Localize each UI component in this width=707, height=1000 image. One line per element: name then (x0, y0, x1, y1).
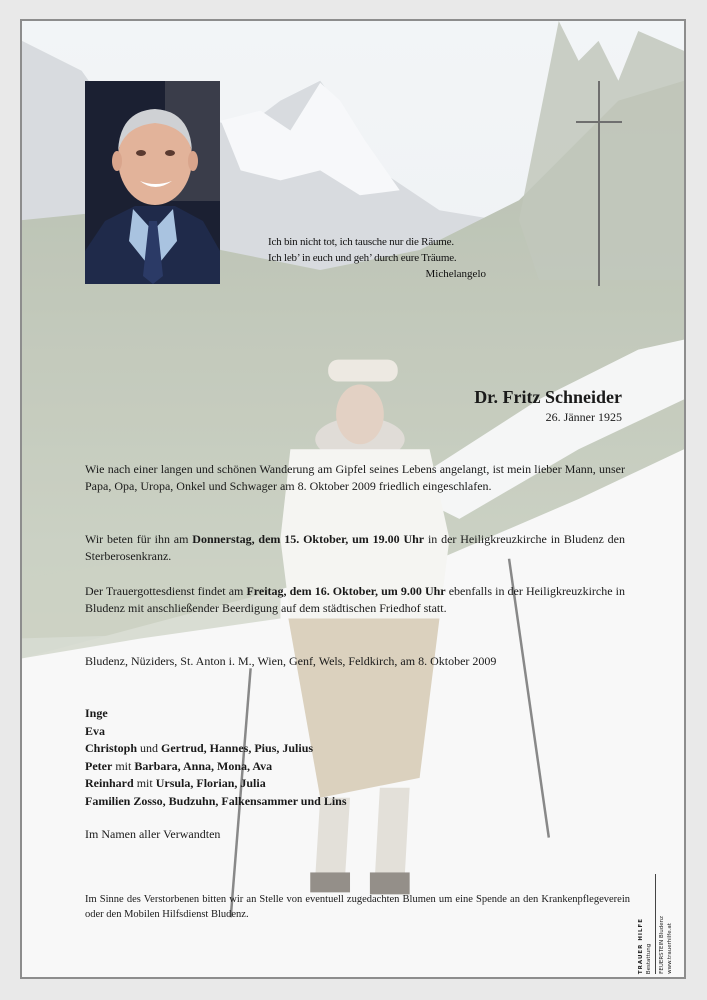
place-date-text: Bludenz, Nüziders, St. Anton i. M., Wien, Genf, Wels, Feldkirch, am 8. Oktober 2009 (85, 654, 497, 668)
funeral-text-post: ebenfalls in der Heiligkreuzkirche in Bludenz mit anschließender Beerdigung auf dem städtischen Friedhof statt. (85, 584, 625, 615)
funeral-date: Freitag, dem 16. Oktober, um 9.00 Uhr (246, 584, 446, 598)
family-connector: mit (133, 776, 156, 790)
announcement-text: Wie nach einer langen und schönen Wanderung am Gipfel seines Lebens angelangt, ist mein lieber Mann, unser Papa, Opa, Uropa, Onkel und Schwager am 8. Oktober 2009 friedlich eingeschlafen. (85, 462, 625, 493)
family-member: Gertrud, Hannes, Pius, Julius (161, 741, 314, 755)
birth-date: 26. Jänner 1925 (545, 410, 622, 424)
funeral-home-branding (637, 869, 686, 974)
family-list (85, 705, 347, 810)
brand-sub: Bestattung (646, 943, 652, 974)
rosary-paragraph (85, 531, 625, 565)
family-member: Inge (85, 706, 108, 720)
family-connector: und (137, 741, 162, 755)
rosary-text-pre: Wir beten für ihn am (85, 532, 193, 546)
quote-author: Michelangelo (425, 268, 486, 280)
brand-company: FEUERSTEIN Bludenz (659, 916, 665, 974)
on-behalf-of-relatives: Im Namen aller Verwandten (85, 827, 221, 841)
family-member: Reinhard (85, 776, 134, 790)
funeral-paragraph (85, 583, 625, 617)
family-member: Peter (85, 758, 113, 773)
portrait-photo (85, 81, 220, 284)
brand-name: TRAUER HILFE (638, 917, 644, 974)
family-member: Eva (85, 723, 106, 738)
family-member: Barbara, Anna, Mona, Ava (134, 758, 273, 773)
cross-icon (574, 81, 624, 286)
announcement-paragraph (85, 461, 625, 495)
funeral-text-pre: Der Trauergottesdienst findet am (85, 584, 247, 598)
family-connector: mit (112, 758, 135, 773)
family-member: Ursula, Florian, Julia (155, 776, 266, 790)
family-member: Christoph (85, 741, 138, 755)
quote-line-1: Ich bin nicht tot, ich tausche nur die Räume. (268, 236, 454, 248)
memorial-quote (268, 234, 508, 282)
deceased-name: Dr. Fritz Schneider (474, 387, 622, 407)
brand-website: www.trauerhilfe.at (667, 923, 673, 974)
quote-line-2: Ich leb’ in euch und geh’ durch eure Träume. (268, 252, 457, 264)
family-member: Familien Zosso, Budzuhn, Falkensammer und Lins (85, 793, 347, 808)
place-date (85, 653, 625, 670)
obituary-sheet (20, 19, 686, 979)
brand-divider (655, 874, 656, 974)
rosary-text-post: in der Heiligkreuzkirche in Bludenz den Sterberosenkranz. (85, 532, 625, 563)
rosary-date: Donnerstag, dem 15. Oktober, um 19.00 Uhr (192, 532, 425, 546)
donation-request: Im Sinne des Verstorbenen bitten wir an Stelle von eventuell zugedachten Blumen um eine Spende an den Krankenpflegeverein oder den Mobilen Hilfsdienst Bludenz. (85, 894, 630, 920)
